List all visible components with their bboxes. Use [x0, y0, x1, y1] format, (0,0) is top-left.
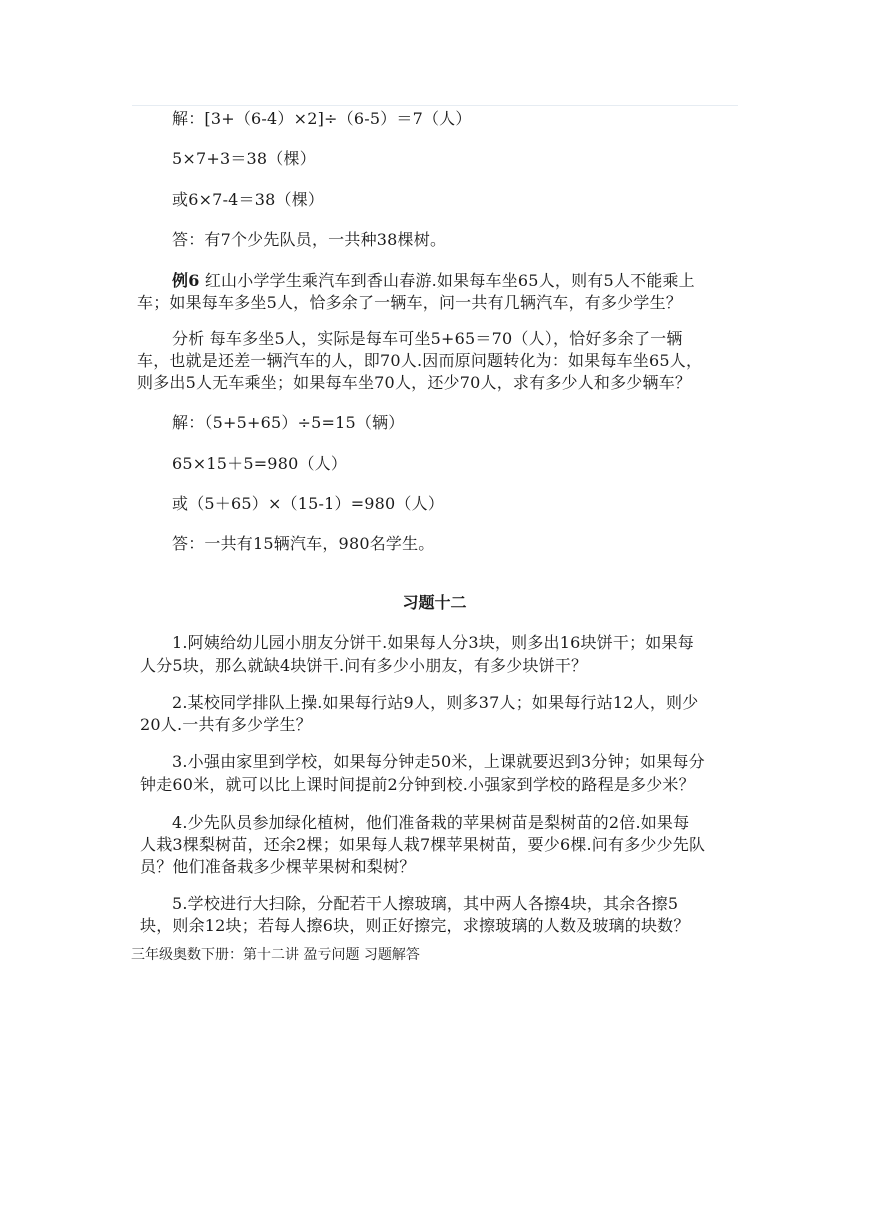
- exercises-title: 习题十二: [402, 593, 467, 612]
- solution2-line2: 65×15＋5=980（人）: [172, 454, 348, 473]
- exercise3-line2: 钟走60米，就可以比上课时间提前2分钟到校.小强家到学校的路程是多少米？: [140, 775, 695, 794]
- exercise4-line1: 4.少先队员参加绿化植树，他们准备栽的苹果树苗是梨树苗的2倍.如果每: [172, 813, 690, 832]
- solution1-answer: 答：有7个少先队员，一共种38棵树。: [172, 230, 447, 249]
- exercise4-line3: 员？他们准备栽多少棵苹果树和梨树？: [140, 857, 416, 876]
- example6-line2: 车；如果每车多坐5人，恰多余了一辆车，问一共有几辆汽车，有多少学生？: [137, 293, 682, 312]
- analysis-line1: 分析 每车多坐5人，实际是每车可坐5+65＝70（人），恰好多余了一辆: [172, 329, 683, 348]
- exercise5-line1: 5.学校进行大扫除，分配若干人擦玻璃，其中两人各擦4块，其余各擦5: [172, 894, 679, 913]
- top-divider: [132, 105, 738, 106]
- exercise3-line1: 3.小强由家里到学校，如果每分钟走50米，上课就要迟到3分钟；如果每分: [172, 752, 705, 771]
- analysis-line2: 车，也就是还差一辆汽车的人，即70人.因而原问题转化为：如果每车坐65人，: [137, 351, 703, 370]
- exercise5-line2: 块，则余12块；若每人擦6块，则正好擦完，求擦玻璃的人数及玻璃的块数？: [140, 916, 690, 935]
- solution2-line3: 或（5＋65）×（15-1）=980（人）: [172, 494, 445, 513]
- solution1-line1: 解：[3+（6-4）×2]÷（6-5）＝7（人）: [172, 109, 472, 128]
- solution2-line1: 解：（5+5+65）÷5=15（辆）: [172, 413, 405, 432]
- exercise1-line2: 人分5块，那么就缺4块饼干.问有多少小朋友，有多少块饼干？: [140, 656, 588, 675]
- exercise2-line1: 2.某校同学排队上操.如果每行站9人，则多37人；如果每行站12人，则少: [172, 693, 699, 712]
- solution2-answer: 答：一共有15辆汽车，980名学生。: [172, 534, 435, 553]
- analysis-line3: 则多出5人无车乘坐；如果每车坐70人，还少70人，求有多少人和多少辆车？: [137, 373, 692, 392]
- example6-line1: [172, 270, 695, 292]
- document-caption: 三年级奥数下册：第十二讲 盈亏问题 习题解答: [131, 947, 420, 963]
- exercise4-line2: 人栽3棵梨树苗，还余2棵；如果每人栽7棵苹果树苗，要少6棵.问有多少少先队: [140, 835, 706, 854]
- example6-label: 例6: [172, 271, 200, 290]
- exercise1-line1: 1.阿姨给幼儿园小朋友分饼干.如果每人分3块，则多出16块饼干；如果每: [172, 633, 694, 652]
- exercise2-line2: 20人.一共有多少学生？: [140, 715, 312, 734]
- example6-line1-text: 红山小学学生乘汽车到香山春游.如果每车坐65人，则有5人不能乘上: [204, 271, 695, 290]
- solution1-line2: 5×7+3＝38（棵）: [172, 149, 316, 168]
- solution1-line3: 或6×7-4＝38（棵）: [172, 190, 325, 209]
